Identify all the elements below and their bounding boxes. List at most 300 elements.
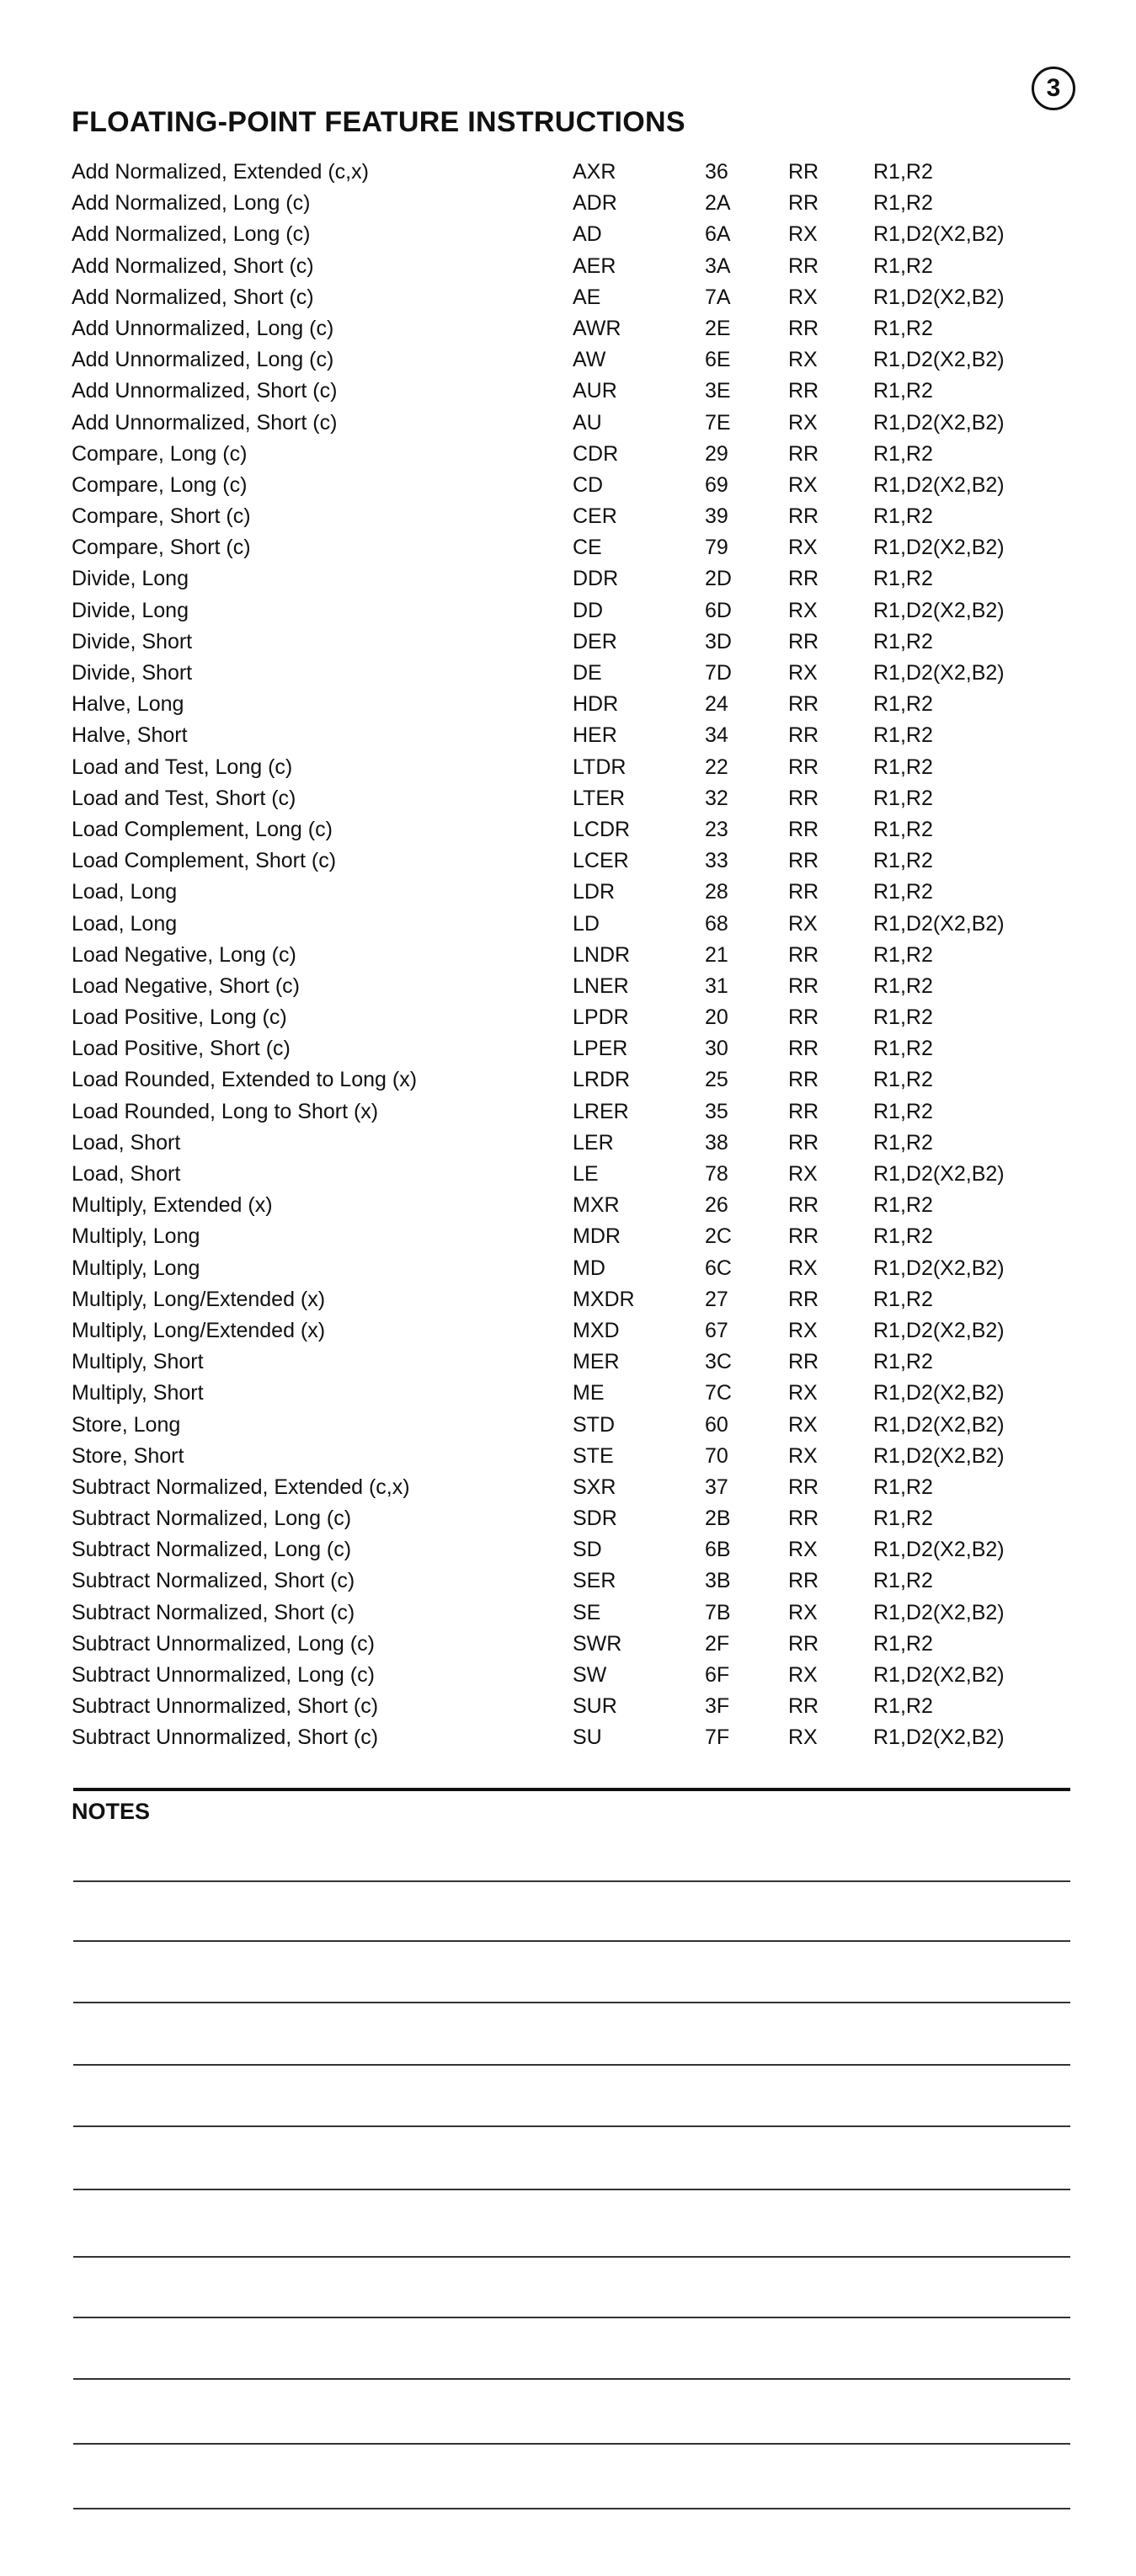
op-code: 3E bbox=[705, 379, 731, 403]
operands: R1,R2 bbox=[873, 817, 933, 841]
table-row bbox=[72, 504, 1065, 536]
operands: R1,D2(X2,B2) bbox=[873, 911, 1005, 936]
format: RR bbox=[788, 253, 819, 278]
instruction-name: Load Positive, Long (c) bbox=[72, 1005, 287, 1030]
op-code: 7B bbox=[705, 1600, 731, 1624]
operands: R1,D2(X2,B2) bbox=[873, 1538, 1005, 1562]
format: RR bbox=[788, 1068, 819, 1092]
op-code: 3D bbox=[705, 629, 732, 653]
op-code: 39 bbox=[705, 504, 728, 529]
format: RR bbox=[788, 1350, 819, 1374]
mnemonic: SUR bbox=[573, 1694, 617, 1719]
table-row bbox=[72, 943, 1065, 974]
instruction-name: Add Normalized, Long (c) bbox=[72, 191, 311, 216]
operands: R1,R2 bbox=[873, 1099, 933, 1123]
mnemonic: SU bbox=[573, 1725, 602, 1750]
table-row bbox=[72, 1663, 1065, 1694]
note-line bbox=[73, 2317, 1070, 2318]
op-code: 36 bbox=[705, 160, 728, 184]
table-row bbox=[72, 536, 1065, 567]
op-code: 6D bbox=[705, 598, 732, 622]
format: RX bbox=[788, 348, 818, 372]
op-code: 68 bbox=[705, 911, 728, 936]
instruction-name: Divide, Long bbox=[72, 598, 189, 622]
op-code: 26 bbox=[705, 1193, 728, 1218]
op-code: 2F bbox=[705, 1631, 730, 1656]
mnemonic: LCDR bbox=[573, 817, 631, 841]
instruction-name: Load Positive, Short (c) bbox=[72, 1037, 291, 1061]
format: RR bbox=[788, 755, 819, 779]
mnemonic: AER bbox=[573, 253, 616, 278]
mnemonic: LE bbox=[573, 1162, 599, 1186]
op-code: 60 bbox=[705, 1412, 728, 1437]
instruction-name: Load Negative, Long (c) bbox=[72, 942, 296, 967]
format: RX bbox=[788, 911, 818, 936]
table-row bbox=[72, 1100, 1065, 1131]
format: RX bbox=[788, 536, 818, 560]
table-row bbox=[72, 191, 1065, 222]
operands: R1,D2(X2,B2) bbox=[873, 1256, 1005, 1280]
instruction-name: Subtract Normalized, Short (c) bbox=[72, 1569, 355, 1593]
operands: R1,R2 bbox=[873, 942, 933, 967]
table-row bbox=[72, 880, 1065, 911]
op-code: 78 bbox=[705, 1162, 728, 1186]
operands: R1,R2 bbox=[873, 1350, 933, 1374]
instruction-name: Load, Short bbox=[72, 1130, 181, 1155]
mnemonic: DE bbox=[573, 661, 602, 685]
format: RR bbox=[788, 504, 819, 529]
operands: R1,D2(X2,B2) bbox=[873, 1162, 1005, 1186]
format: RR bbox=[788, 160, 819, 184]
mnemonic: AU bbox=[573, 410, 602, 435]
operands: R1,R2 bbox=[873, 1569, 933, 1593]
mnemonic: SE bbox=[573, 1600, 601, 1624]
instruction-name: Halve, Short bbox=[72, 723, 188, 748]
instruction-name: Divide, Short bbox=[72, 661, 193, 685]
format: RR bbox=[788, 692, 819, 717]
table-row bbox=[72, 1319, 1065, 1350]
operands: R1,D2(X2,B2) bbox=[873, 348, 1005, 372]
note-line bbox=[73, 2125, 1070, 2127]
format: RX bbox=[788, 1256, 818, 1280]
section-divider bbox=[73, 1788, 1070, 1791]
note-line bbox=[73, 2064, 1070, 2066]
operands: R1,R2 bbox=[873, 1287, 933, 1311]
operands: R1,R2 bbox=[873, 786, 933, 810]
instruction-name: Add Normalized, Long (c) bbox=[72, 222, 311, 247]
table-row bbox=[72, 974, 1065, 1005]
operands: R1,R2 bbox=[873, 755, 933, 779]
mnemonic: DD bbox=[573, 598, 604, 622]
format: RX bbox=[788, 410, 818, 435]
op-code: 38 bbox=[705, 1130, 728, 1155]
page-number: 3 bbox=[1046, 74, 1061, 102]
table-row bbox=[72, 787, 1065, 818]
operands: R1,R2 bbox=[873, 849, 933, 873]
mnemonic: LPDR bbox=[573, 1005, 629, 1030]
mnemonic: LTDR bbox=[573, 755, 627, 779]
instruction-name: Divide, Short bbox=[72, 629, 193, 653]
instruction-name: Subtract Unnormalized, Long (c) bbox=[72, 1631, 375, 1656]
operands: R1,D2(X2,B2) bbox=[873, 1318, 1005, 1342]
op-code: 22 bbox=[705, 755, 728, 779]
op-code: 7F bbox=[705, 1725, 730, 1750]
format: RX bbox=[788, 1381, 818, 1405]
op-code: 7D bbox=[705, 661, 732, 685]
table-row bbox=[72, 1381, 1065, 1412]
instruction-name: Store, Short bbox=[72, 1443, 184, 1468]
operands: R1,D2(X2,B2) bbox=[873, 410, 1005, 435]
operands: R1,D2(X2,B2) bbox=[873, 536, 1005, 560]
instruction-name: Multiply, Short bbox=[72, 1350, 204, 1374]
op-code: 79 bbox=[705, 536, 728, 560]
op-code: 20 bbox=[705, 1005, 728, 1030]
table-row bbox=[72, 442, 1065, 473]
table-row bbox=[72, 1694, 1065, 1725]
operands: R1,D2(X2,B2) bbox=[873, 598, 1005, 622]
table-row bbox=[72, 1256, 1065, 1288]
mnemonic: AD bbox=[573, 222, 602, 247]
instruction-name: Subtract Unnormalized, Long (c) bbox=[72, 1663, 375, 1687]
mnemonic: SWR bbox=[573, 1631, 622, 1656]
instruction-name: Add Unnormalized, Short (c) bbox=[72, 410, 338, 435]
format: RX bbox=[788, 1443, 818, 1468]
operands: R1,D2(X2,B2) bbox=[873, 661, 1005, 685]
mnemonic: CDR bbox=[573, 441, 619, 466]
table-row bbox=[72, 1601, 1065, 1632]
instruction-name: Add Unnormalized, Long (c) bbox=[72, 316, 334, 340]
op-code: 24 bbox=[705, 692, 728, 717]
mnemonic: LRER bbox=[573, 1099, 629, 1123]
mnemonic: LER bbox=[573, 1130, 614, 1155]
format: RX bbox=[788, 1600, 818, 1624]
op-code: 6E bbox=[705, 348, 731, 372]
instruction-name: Add Unnormalized, Long (c) bbox=[72, 348, 334, 372]
format: RR bbox=[788, 191, 819, 216]
format: RR bbox=[788, 629, 819, 653]
op-code: 2C bbox=[705, 1224, 732, 1249]
mnemonic: LTER bbox=[573, 786, 626, 810]
table-row bbox=[72, 222, 1065, 253]
operands: R1,R2 bbox=[873, 441, 933, 466]
table-row bbox=[72, 599, 1065, 630]
note-line bbox=[73, 2256, 1070, 2258]
operands: R1,R2 bbox=[873, 504, 933, 529]
mnemonic: MD bbox=[573, 1256, 605, 1280]
op-code: 70 bbox=[705, 1443, 728, 1468]
operands: R1,R2 bbox=[873, 1130, 933, 1155]
mnemonic: MXR bbox=[573, 1193, 620, 1218]
note-line bbox=[73, 2508, 1070, 2509]
op-code: 2B bbox=[705, 1507, 731, 1531]
op-code: 27 bbox=[705, 1287, 728, 1311]
op-code: 7E bbox=[705, 410, 731, 435]
op-code: 67 bbox=[705, 1318, 728, 1342]
format: RR bbox=[788, 1569, 819, 1593]
table-row bbox=[72, 254, 1065, 285]
format: RX bbox=[788, 661, 818, 685]
operands: R1,R2 bbox=[873, 1631, 933, 1656]
instruction-name: Multiply, Long bbox=[72, 1256, 200, 1280]
operands: R1,R2 bbox=[873, 692, 933, 717]
format: RX bbox=[788, 472, 818, 497]
instruction-name: Load Complement, Short (c) bbox=[72, 849, 337, 873]
table-row bbox=[72, 1507, 1065, 1538]
op-code: 3A bbox=[705, 253, 731, 278]
table-row bbox=[72, 473, 1065, 504]
mnemonic: SXR bbox=[573, 1475, 616, 1499]
instruction-name: Subtract Unnormalized, Short (c) bbox=[72, 1725, 379, 1750]
mnemonic: HDR bbox=[573, 692, 619, 717]
instruction-table bbox=[72, 160, 1065, 1757]
table-row bbox=[72, 661, 1065, 692]
mnemonic: HER bbox=[573, 723, 617, 748]
table-row bbox=[72, 849, 1065, 880]
mnemonic: LNER bbox=[573, 973, 629, 998]
op-code: 21 bbox=[705, 942, 728, 967]
format: RR bbox=[788, 1130, 819, 1155]
note-line bbox=[73, 1880, 1070, 1882]
format: RR bbox=[788, 973, 819, 998]
format: RR bbox=[788, 1099, 819, 1123]
mnemonic: SDR bbox=[573, 1507, 617, 1531]
mnemonic: AW bbox=[573, 348, 606, 372]
table-row bbox=[72, 1068, 1065, 1099]
operands: R1,R2 bbox=[873, 316, 933, 340]
operands: R1,R2 bbox=[873, 973, 933, 998]
notes-heading: NOTES bbox=[72, 1799, 151, 1824]
note-line bbox=[73, 2378, 1070, 2380]
table-row bbox=[72, 723, 1065, 755]
mnemonic: AWR bbox=[573, 316, 621, 340]
format: RR bbox=[788, 1037, 819, 1061]
mnemonic: LCER bbox=[573, 849, 629, 873]
operands: R1,D2(X2,B2) bbox=[873, 1600, 1005, 1624]
mnemonic: MER bbox=[573, 1350, 620, 1374]
op-code: 25 bbox=[705, 1068, 728, 1092]
format: RR bbox=[788, 1287, 819, 1311]
table-row bbox=[72, 1632, 1065, 1663]
format: RX bbox=[788, 1725, 818, 1750]
table-row bbox=[72, 1350, 1065, 1381]
format: RX bbox=[788, 598, 818, 622]
format: RR bbox=[788, 1694, 819, 1719]
table-row bbox=[72, 1475, 1065, 1507]
format: RR bbox=[788, 817, 819, 841]
format: RR bbox=[788, 379, 819, 403]
mnemonic: LPER bbox=[573, 1037, 628, 1061]
instruction-name: Store, Long bbox=[72, 1412, 181, 1437]
operands: R1,R2 bbox=[873, 1037, 933, 1061]
table-row bbox=[72, 818, 1065, 849]
operands: R1,D2(X2,B2) bbox=[873, 1663, 1005, 1687]
table-row bbox=[72, 160, 1065, 191]
table-row bbox=[72, 317, 1065, 348]
format: RR bbox=[788, 942, 819, 967]
format: RX bbox=[788, 1663, 818, 1687]
mnemonic: MXDR bbox=[573, 1287, 635, 1311]
note-line bbox=[73, 2189, 1070, 2190]
note-line bbox=[73, 2443, 1070, 2445]
operands: R1,R2 bbox=[873, 191, 933, 216]
operands: R1,R2 bbox=[873, 1694, 933, 1719]
operands: R1,D2(X2,B2) bbox=[873, 472, 1005, 497]
instruction-name: Add Unnormalized, Short (c) bbox=[72, 379, 338, 403]
instruction-name: Subtract Normalized, Long (c) bbox=[72, 1538, 352, 1562]
op-code: 32 bbox=[705, 786, 728, 810]
format: RR bbox=[788, 441, 819, 466]
operands: R1,R2 bbox=[873, 1005, 933, 1030]
op-code: 3C bbox=[705, 1350, 732, 1374]
format: RR bbox=[788, 1193, 819, 1218]
format: RR bbox=[788, 1507, 819, 1531]
instruction-name: Compare, Short (c) bbox=[72, 536, 251, 560]
format: RR bbox=[788, 1631, 819, 1656]
mnemonic: STE bbox=[573, 1443, 614, 1468]
format: RX bbox=[788, 222, 818, 247]
table-row bbox=[72, 1005, 1065, 1037]
instruction-name: Subtract Normalized, Extended (c,x) bbox=[72, 1475, 410, 1499]
op-code: 6F bbox=[705, 1663, 730, 1687]
format: RR bbox=[788, 567, 819, 591]
instruction-name: Multiply, Long bbox=[72, 1224, 200, 1249]
instruction-name: Divide, Long bbox=[72, 567, 189, 591]
operands: R1,R2 bbox=[873, 160, 933, 184]
operands: R1,D2(X2,B2) bbox=[873, 1412, 1005, 1437]
operands: R1,R2 bbox=[873, 1224, 933, 1249]
instruction-name: Halve, Long bbox=[72, 692, 184, 717]
mnemonic: MDR bbox=[573, 1224, 621, 1249]
table-row bbox=[72, 567, 1065, 598]
instruction-name: Add Normalized, Extended (c,x) bbox=[72, 160, 369, 184]
operands: R1,R2 bbox=[873, 1507, 933, 1531]
table-row bbox=[72, 379, 1065, 410]
op-code: 23 bbox=[705, 817, 728, 841]
mnemonic: AXR bbox=[573, 160, 616, 184]
mnemonic: LNDR bbox=[573, 942, 631, 967]
table-row bbox=[72, 1224, 1065, 1256]
instruction-name: Add Normalized, Short (c) bbox=[72, 253, 314, 278]
mnemonic: LRDR bbox=[573, 1068, 631, 1092]
instruction-name: Load Complement, Long (c) bbox=[72, 817, 333, 841]
mnemonic: STD bbox=[573, 1412, 615, 1437]
mnemonic: MXD bbox=[573, 1318, 620, 1342]
instruction-name: Subtract Normalized, Short (c) bbox=[72, 1600, 355, 1624]
instruction-name: Compare, Short (c) bbox=[72, 504, 251, 529]
operands: R1,R2 bbox=[873, 629, 933, 653]
instruction-name: Compare, Long (c) bbox=[72, 441, 248, 466]
mnemonic: DDR bbox=[573, 567, 619, 591]
page-title: FLOATING-POINT FEATURE INSTRUCTIONS bbox=[72, 106, 685, 138]
table-row bbox=[72, 1193, 1065, 1224]
op-code: 7C bbox=[705, 1381, 732, 1405]
format: RR bbox=[788, 880, 819, 904]
op-code: 69 bbox=[705, 472, 728, 497]
mnemonic: LDR bbox=[573, 880, 616, 904]
op-code: 3B bbox=[705, 1569, 731, 1593]
op-code: 7A bbox=[705, 285, 731, 309]
instruction-name: Multiply, Short bbox=[72, 1381, 204, 1405]
instruction-name: Load, Long bbox=[72, 911, 178, 936]
operands: R1,D2(X2,B2) bbox=[873, 1725, 1005, 1750]
table-row bbox=[72, 755, 1065, 787]
operands: R1,D2(X2,B2) bbox=[873, 285, 1005, 309]
note-line bbox=[73, 2002, 1070, 2003]
table-row bbox=[72, 1037, 1065, 1068]
table-row bbox=[72, 912, 1065, 943]
instruction-name: Add Normalized, Short (c) bbox=[72, 285, 314, 309]
table-row bbox=[72, 1725, 1065, 1757]
format: RX bbox=[788, 1538, 818, 1562]
table-row bbox=[72, 1569, 1065, 1600]
format: RR bbox=[788, 316, 819, 340]
instruction-name: Load Rounded, Extended to Long (x) bbox=[72, 1068, 418, 1092]
table-row bbox=[72, 411, 1065, 442]
instruction-name: Subtract Normalized, Long (c) bbox=[72, 1507, 352, 1531]
instruction-name: Multiply, Long/Extended (x) bbox=[72, 1287, 326, 1311]
format: RR bbox=[788, 1475, 819, 1499]
op-code: 2D bbox=[705, 567, 732, 591]
format: RX bbox=[788, 1162, 818, 1186]
mnemonic: SW bbox=[573, 1663, 607, 1687]
page-number-circle bbox=[1032, 67, 1075, 110]
op-code: 29 bbox=[705, 441, 728, 466]
table-row bbox=[72, 1162, 1065, 1193]
instruction-name: Load, Long bbox=[72, 880, 178, 904]
format: RR bbox=[788, 1224, 819, 1249]
mnemonic: DER bbox=[573, 629, 617, 653]
instruction-name: Multiply, Long/Extended (x) bbox=[72, 1318, 326, 1342]
format: RX bbox=[788, 1318, 818, 1342]
table-row bbox=[72, 1444, 1065, 1475]
instruction-name: Load Negative, Short (c) bbox=[72, 973, 300, 998]
op-code: 33 bbox=[705, 849, 728, 873]
mnemonic: SER bbox=[573, 1569, 616, 1593]
mnemonic: CD bbox=[573, 472, 604, 497]
op-code: 6B bbox=[705, 1538, 731, 1562]
op-code: 2A bbox=[705, 191, 731, 216]
instruction-name: Compare, Long (c) bbox=[72, 472, 248, 497]
op-code: 34 bbox=[705, 723, 728, 748]
note-line bbox=[73, 1940, 1070, 1942]
op-code: 6A bbox=[705, 222, 731, 247]
table-row bbox=[72, 630, 1065, 661]
operands: R1,R2 bbox=[873, 880, 933, 904]
instruction-name: Multiply, Extended (x) bbox=[72, 1193, 273, 1218]
op-code: 6C bbox=[705, 1256, 732, 1280]
operands: R1,R2 bbox=[873, 253, 933, 278]
operands: R1,R2 bbox=[873, 1068, 933, 1092]
format: RR bbox=[788, 849, 819, 873]
operands: R1,R2 bbox=[873, 1475, 933, 1499]
op-code: 2E bbox=[705, 316, 731, 340]
op-code: 3F bbox=[705, 1694, 730, 1719]
instruction-name: Subtract Unnormalized, Short (c) bbox=[72, 1694, 379, 1719]
operands: R1,D2(X2,B2) bbox=[873, 1381, 1005, 1405]
table-row bbox=[72, 692, 1065, 723]
op-code: 30 bbox=[705, 1037, 728, 1061]
table-row bbox=[72, 348, 1065, 379]
mnemonic: CE bbox=[573, 536, 602, 560]
table-row bbox=[72, 1131, 1065, 1162]
operands: R1,D2(X2,B2) bbox=[873, 1443, 1005, 1468]
mnemonic: ADR bbox=[573, 191, 617, 216]
operands: R1,R2 bbox=[873, 723, 933, 748]
mnemonic: AE bbox=[573, 285, 601, 309]
op-code: 31 bbox=[705, 973, 728, 998]
op-code: 35 bbox=[705, 1099, 728, 1123]
format: RR bbox=[788, 786, 819, 810]
